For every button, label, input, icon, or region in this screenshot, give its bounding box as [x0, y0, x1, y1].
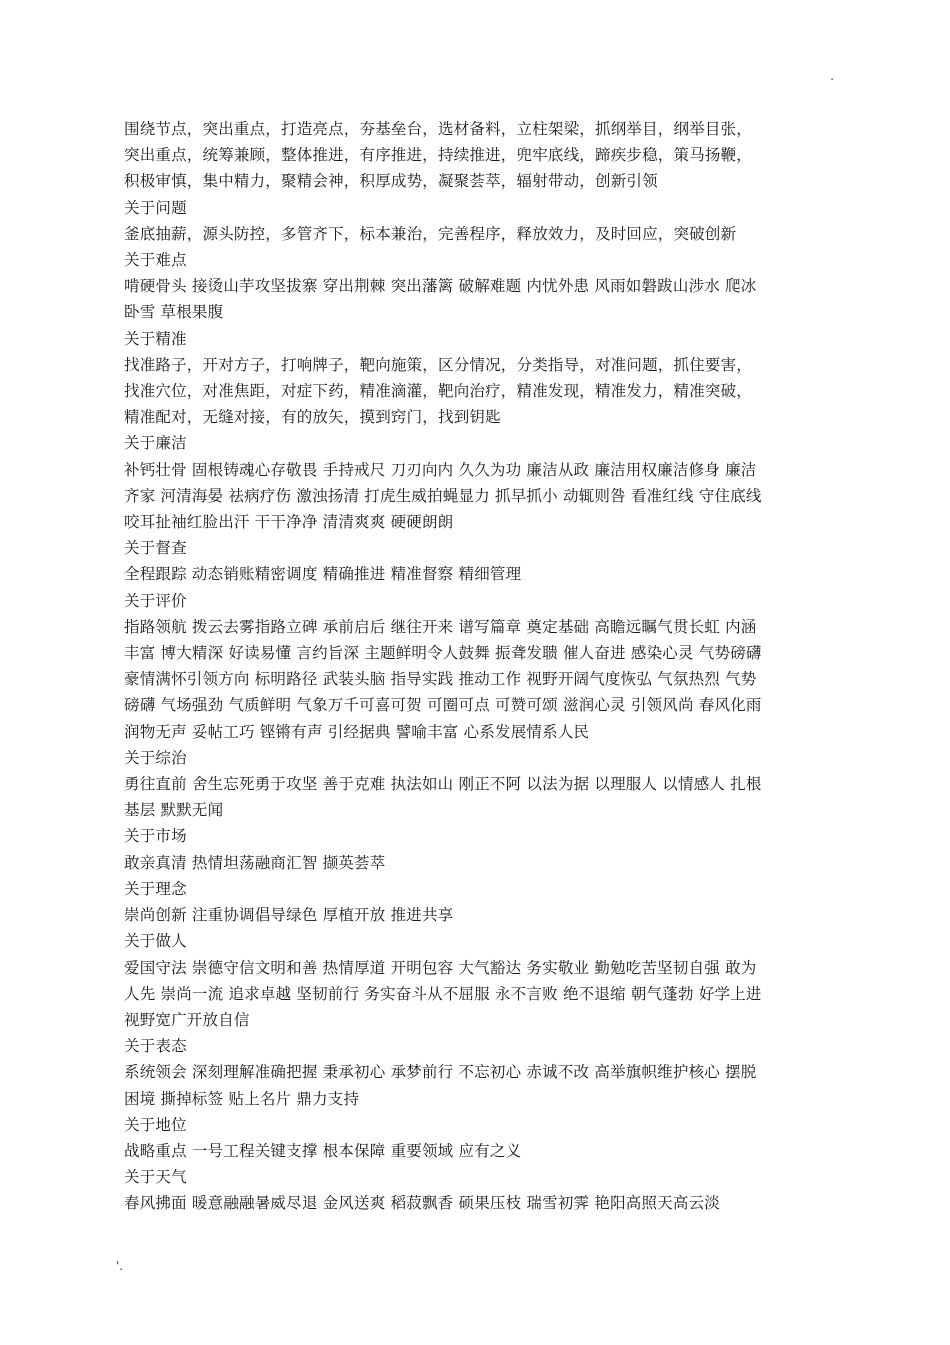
section-text-line: 精准配对，无缝对接，有的放矢，摸到窍门，找到钥匙 [124, 408, 501, 427]
section-heading: 关于综治 [124, 748, 187, 767]
section-text-line: 春风拂面 暖意融融暑威尽退 金风送爽 稻菽飘香 硕果压枝 瑞雪初霁 艳阳高照天高云淡 [124, 1194, 720, 1213]
section-block [124, 823, 832, 875]
section-heading: 关于精准 [124, 329, 187, 348]
section-block [124, 928, 832, 1033]
section-text-line: 战略重点 一号工程关键支撑 根本保障 重要领域 应有之义 [124, 1141, 522, 1160]
section-block [124, 1112, 832, 1164]
intro-line: 突出重点，统筹兼顾，整体推进，有序推进，持续推进，兜牢底线，蹄疾步稳，策马扬鞭， [124, 146, 753, 165]
section-block [124, 195, 832, 247]
section-heading: 关于市场 [124, 827, 187, 846]
section-heading: 关于评价 [124, 591, 187, 610]
section-heading: 关于理念 [124, 879, 187, 898]
section-heading: 关于做人 [124, 932, 187, 951]
section-text-line: 系统领会 深刻理解准确把握 秉承初心 承梦前行 不忘初心 赤诚不改 高举旗帜维护核心 摆脱 [124, 1063, 757, 1082]
intro-line: 积极审慎，集中精力，聚精会神，积厚成势，凝聚荟萃，辐射带动，创新引领 [124, 172, 658, 191]
section-text-line: 勇往直前 舍生忘死勇于攻坚 善于克难 执法如山 刚正不阿 以法为据 以理服人 以情感人 扎根 [124, 775, 762, 794]
section-text-line: 丰富 博大精深 好读易懂 言约旨深 主题鲜明令人鼓舞 振聋发聩 催人奋进 感染心灵 气势磅礴 [124, 644, 762, 663]
section-text-line: 视野宽广开放自信 [124, 1010, 250, 1029]
section-text-line: 齐家 河清海晏 祛病疗伤 激浊扬清 打虎生威拍蝇显力 抓早抓小 动辄则咎 看准红线 守住底线 [124, 486, 762, 505]
section-block [124, 326, 832, 431]
section-block [124, 1033, 832, 1112]
section-text-line: 人先 崇尚一流 追求卓越 坚韧前行 务实奋斗从不屈服 永不言败 绝不退缩 朝气蓬勃 好学上进 [124, 984, 762, 1003]
intro-line: 围绕节点，突出重点，打造亮点，夯基垒台，选材备料，立柱架梁，抓纲举目，纲举目张， [124, 120, 753, 138]
section-heading: 关于表态 [124, 1037, 187, 1056]
section-text-line: 啃硬骨头 接烫山芋攻坚拔寨 穿出荆棘 突出藩篱 破解难题 内忧外患 风雨如磐跋山涉水 爬冰 [124, 277, 757, 296]
section-text-line: 爱国守法 崇德守信文明和善 热情厚道 开明包容 大气豁达 务实敬业 勤勉吃苦坚韧自强 敢为 [124, 958, 757, 977]
section-text-line: 咬耳扯袖红脸出汗 干干净净 清清爽爽 硬硬朗朗 [124, 513, 454, 532]
section-text-line: 润物无声 妥帖工巧 铿锵有声 引经据典 譬喻丰富 心系发展情系人民 [124, 722, 590, 741]
section-heading: 关于难点 [124, 251, 187, 270]
section-text-line: 磅礴 气场强劲 气质鲜明 气象万千可喜可贺 可圈可点 可赞可颂 滋润心灵 引领风尚 春风化雨 [124, 696, 762, 715]
section-text-line: 敢亲真清 热情坦荡融商汇智 撷英荟萃 [124, 853, 386, 872]
section-block [124, 247, 832, 326]
section-heading: 关于督查 [124, 539, 187, 558]
section-block [124, 876, 832, 928]
section-text-line: 指路领航 拨云去雾指路立碑 承前启后 继往开来 谱写篇章 奠定基础 高瞻远瞩气贯长虹 内涵 [124, 617, 757, 636]
section-heading: 关于问题 [124, 198, 187, 217]
section-block [124, 430, 832, 535]
section-text-line: 全程跟踪 动态销账精密调度 精确推进 精准督察 精细管理 [124, 565, 522, 584]
document-body [124, 116, 832, 1217]
section-text-line: 崇尚创新 注重协调倡导绿色 厚植开放 推进共享 [124, 906, 454, 925]
section-block [124, 588, 832, 745]
section-heading: 关于廉洁 [124, 434, 187, 453]
section-heading: 关于天气 [124, 1168, 187, 1187]
section-text-line: 找准路子，开对方子，打响牌子，靶向施策，区分情况，分类指导，对准问题，抓住要害， [124, 355, 753, 374]
section-text-line: 釜底抽薪，源头防控，多管齐下，标本兼治，完善程序，释放效力，及时回应，突破创新 [124, 224, 737, 243]
section-block [124, 745, 832, 824]
section-text-line: 豪情满怀引领方向 标明路径 武装头脑 指导实践 推动工作 视野开阔气度恢弘 气氛热烈 气势 [124, 670, 757, 689]
top-page-mark: . [830, 69, 834, 83]
section-text-line: 找准穴位，对准焦距，对症下药，精准滴灌，靶向治疗，精准发现，精准发力，精准突破， [124, 382, 753, 401]
section-block [124, 535, 832, 587]
bottom-page-mark: '. [116, 1259, 124, 1273]
section-block [124, 1164, 832, 1216]
intro-block [124, 116, 832, 195]
section-text-line: 困境 撕掉标签 贴上名片 鼎力支持 [124, 1089, 360, 1108]
sections-list [124, 195, 832, 1217]
section-text-line: 基层 默默无闻 [124, 801, 224, 820]
section-text-line: 卧雪 草根果腹 [124, 303, 224, 322]
section-text-line: 补钙壮骨 固根铸魂心存敬畏 手持戒尺 刀刃向内 久久为功 廉洁从政 廉洁用权廉洁修身 廉洁 [124, 460, 757, 479]
section-heading: 关于地位 [124, 1115, 187, 1134]
